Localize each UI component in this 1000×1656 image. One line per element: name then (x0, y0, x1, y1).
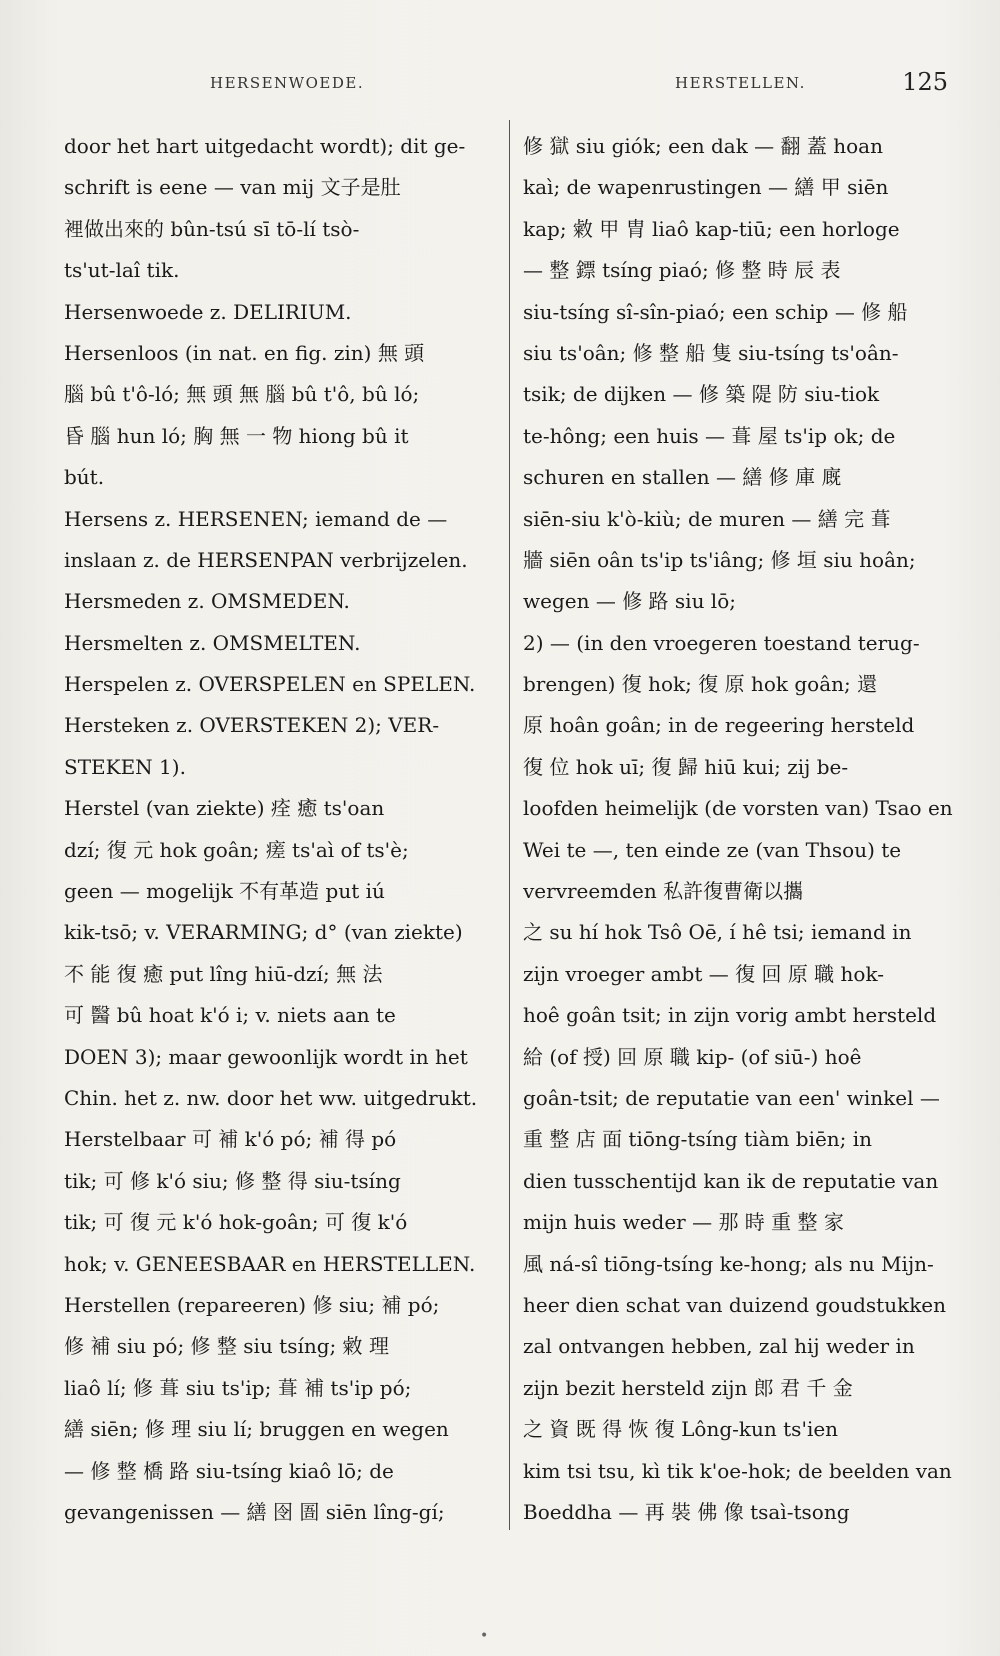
right-column-line: Boeddha — 再 裝 佛 像 tsaì-tsong (523, 1499, 850, 1524)
right-column-line: kim tsi tsu, kì tik k'oe-hok; de beelden van (523, 1458, 952, 1483)
right-column-line: 復 位 hok uī; 復 歸 hiū kui; zij be- (523, 754, 849, 779)
right-column-line: 牆 siēn oân ts'ip ts'iâng; 修 垣 siu hoân; (523, 547, 916, 572)
column-divider (509, 120, 510, 1530)
left-column-line: tik; 可 修 k'ó siu; 修 整 得 siu-tsíng (64, 1168, 401, 1193)
right-column-line: 修 獄 siu giók; een dak — 翻 蓋 hoan (523, 134, 883, 158)
right-column-line: 之 資 既 得 恢 復 Lông-kun ts'ien (523, 1417, 839, 1442)
left-column-line: door het hart uitgedacht wordt); dit ge- (64, 134, 466, 158)
right-column-line: 2) — (in den vroegeren toestand terug- (523, 630, 920, 655)
right-column-line: — 整 鏢 tsíng piaó; 修 整 時 辰 表 (523, 258, 841, 283)
left-column-line: 不 能 復 癒 put lîng hiū-dzí; 無 法 (64, 961, 383, 986)
left-column-line: Herstel (van ziekte) 痊 癒 ts'oan (64, 796, 385, 821)
left-column-line: Hersenloos (in nat. en fig. zin) 無 頭 (64, 340, 425, 365)
right-column-line: 風 ná-sî tiōng-tsíng ke-hong; als nu Mijn- (523, 1251, 934, 1276)
left-column-line: Herstellen (repareeren) 修 siu; 補 pó; (64, 1292, 440, 1317)
right-column-line: zijn bezit hersteld zijn 郎 君 千 金 (523, 1375, 853, 1400)
right-column-line: vervreemden 私許復曹衛以攜 (523, 879, 804, 904)
left-column-line: kik-tsō; v. VERARMING; d° (van ziekte) (64, 920, 463, 945)
left-column-line: Herspelen z. OVERSPELEN en SPELEN. (64, 672, 476, 697)
right-column-line: 給 (of 授) 回 原 職 kip- (of siū-) hoê (523, 1044, 862, 1069)
right-column-line: Wei te —, ten einde ze (van Thsou) te (523, 837, 902, 862)
left-column-line: Hersens z. HERSENEN; iemand de — (64, 506, 448, 531)
left-column-line: 修 補 siu pó; 修 整 siu tsíng; 敹 理 (64, 1334, 389, 1359)
left-column-line: — 修 整 橋 路 siu-tsíng kiaô lō; de (64, 1458, 394, 1483)
left-column-line: dzí; 復 元 hok goân; 瘥 ts'aì of ts'è; (64, 837, 409, 862)
left-column-line: 繕 siēn; 修 理 siu lí; bruggen en wegen (64, 1417, 449, 1442)
left-column-line: Chin. het z. nw. door het ww. uitgedrukt. (64, 1085, 478, 1110)
left-column-line: liaô lí; 修 葺 siu ts'ip; 葺 補 ts'ip pó; (64, 1375, 412, 1400)
page-number: 125 (902, 68, 948, 96)
right-column-line: 原 hoân goân; in de regeering hersteld (523, 713, 915, 738)
left-column-line: Hersmelten z. OMSMELTEN. (64, 630, 361, 655)
left-column-line: inslaan z. de HERSENPAN verbrijzelen. (64, 547, 468, 572)
left-column (64, 126, 504, 1533)
left-column-line: 昏 腦 hun ló; 胸 無 一 物 hiong bû it (64, 423, 409, 448)
right-column-line: siu ts'oân; 修 整 船 隻 siu-tsíng ts'oân- (523, 340, 899, 365)
right-column-line: tsik; de dijken — 修 築 隄 防 siu-tiok (523, 382, 880, 407)
left-column-line: hok; v. GENEESBAAR en HERSTELLEN. (64, 1251, 476, 1276)
right-column-line: loofden heimelijk (de vorsten van) Tsao en (523, 796, 953, 821)
footer-mark: • (480, 1628, 489, 1644)
right-column-line: te-hông; een huis — 葺 屋 ts'ip ok; de (523, 423, 896, 448)
running-head-right: HERSTELLEN. (675, 74, 806, 92)
right-column-line: kaì; de wapenrustingen — 繕 甲 siēn (523, 175, 889, 200)
left-column-line: Herstelbaar 可 補 k'ó pó; 補 得 pó (64, 1127, 397, 1152)
left-column-line: 腦 bû t'ô-ló; 無 頭 無 腦 bû t'ô, bû ló; (64, 382, 420, 407)
right-column-line: heer dien schat van duizend goudstukken (523, 1292, 947, 1317)
right-column-line: zijn vroeger ambt — 復 回 原 職 hok- (523, 961, 884, 986)
right-column-line: wegen — 修 路 siu lō; (523, 589, 736, 614)
right-column-line: dien tusschentijd kan ik de reputatie van (523, 1168, 939, 1193)
right-column-line: goân-tsit; de reputatie van een' winkel — (523, 1085, 940, 1110)
right-column-line: schuren en stallen — 繕 修 庫 廐 (523, 465, 842, 490)
left-column-line: 可 醫 bû hoat k'ó i; v. niets aan te (64, 1003, 396, 1028)
right-column-line: zal ontvangen hebben, zal hij weder in (523, 1334, 915, 1359)
right-column-line: brengen) 復 hok; 復 原 hok goân; 還 (523, 672, 878, 697)
left-column-line: Hersenwoede z. DELIRIUM. (64, 299, 352, 324)
right-column-line: 重 整 店 面 tiōng-tsíng tiàm biēn; in (523, 1127, 873, 1152)
right-column-line: siēn-siu k'ò-kiù; de muren — 繕 完 葺 (523, 506, 891, 531)
left-column-line: geen — mogelijk 不有革造 put iú (64, 879, 385, 904)
left-column-line: 裡做出來的 bûn-tsú sī tō-lí tsò- (64, 216, 360, 241)
left-column-line: bút. (64, 465, 105, 490)
left-column-line: ts'ut-laî tik. (64, 258, 180, 283)
right-column (523, 126, 963, 1533)
left-column-line: STEKEN 1). (64, 754, 186, 779)
left-column-line: gevangenissen — 繕 囹 圄 siēn lîng-gí; (64, 1499, 445, 1524)
right-column-line: 之 su hí hok Tsô Oē, í hê tsi; iemand in (523, 920, 912, 945)
left-column-line: tik; 可 復 元 k'ó hok-goân; 可 復 k'ó (64, 1210, 408, 1235)
left-column-line: Hersmeden z. OMSMEDEN. (64, 589, 350, 614)
right-column-line: hoê goân tsit; in zijn vorig ambt hersteld (523, 1003, 937, 1028)
right-column-line: kap; 敹 甲 胄 liaô kap-tiū; een horloge (523, 216, 900, 241)
right-column-line: mijn huis weder — 那 時 重 整 家 (523, 1210, 844, 1235)
left-column-line: DOEN 3); maar gewoonlijk wordt in het (64, 1044, 468, 1069)
right-column-line: siu-tsíng sî-sîn-piaó; een schip — 修 船 (523, 299, 908, 324)
left-column-line: Hersteken z. OVERSTEKEN 2); VER- (64, 713, 440, 738)
running-head-left: HERSENWOEDE. (210, 74, 365, 92)
left-column-line: schrift is eene — van mij 文子是肚 (64, 175, 401, 200)
